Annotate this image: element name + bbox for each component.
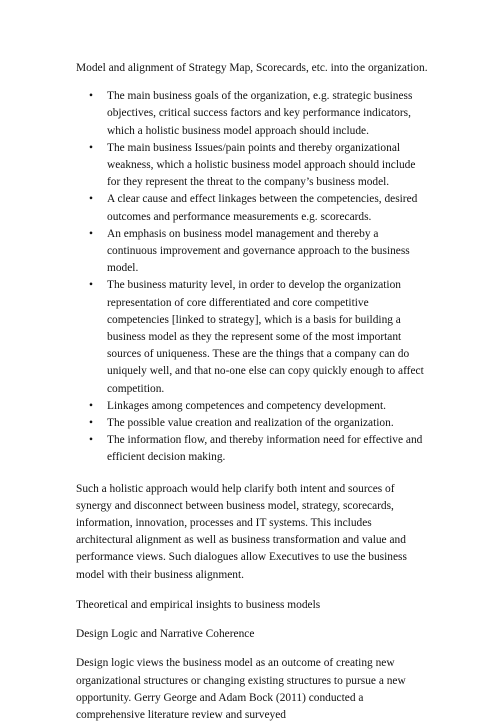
list-item-text: The business maturity level, in order to develop the organization representation of core differentiated and core competitive competencies [linked to strategy], which is a basis for building a business model as they the represent some of the most important sources of uniqueness. These are the things that a company can do uniquely well, and that no-one else can copy quickly enough to affect competition. (107, 279, 424, 395)
bullet-icon: • (89, 417, 93, 430)
list-item (76, 88, 428, 140)
list-item-text: An emphasis on business model management and thereby a continuous improvement and governance approach to the business model. (107, 227, 410, 275)
list-item (76, 140, 428, 192)
section-heading-design-logic: Design Logic and Narrative Coherence (76, 628, 255, 641)
list-item-text: The main business goals of the organization, e.g. strategic business objectives, critical success factors and key performance indicators, which a holistic business model approach should include. (107, 90, 413, 137)
intro-paragraph: Model and alignment of Strategy Map, Scorecards, etc. into the organization. (76, 62, 428, 74)
bullet-icon: • (89, 193, 93, 206)
list-item (76, 398, 428, 415)
bullet-icon: • (89, 227, 93, 240)
list-item-text: Linkages among competences and competency development. (107, 399, 386, 412)
list-item (76, 191, 428, 225)
bullet-icon: • (89, 434, 93, 447)
list-item (76, 415, 428, 432)
list-item (76, 226, 428, 278)
bullet-icon: • (89, 399, 93, 412)
list-item-text: The main business Issues/pain points and thereby organizational weakness, which a holistic business model approach should include for they represent the threat to the company’s business model. (107, 141, 416, 189)
list-item (76, 277, 428, 397)
design-logic-paragraph: Design logic views the business model as an outcome of creating new organizational structures or changing existing structures to pursue a new opportunity. Gerry George and Adam Bock (2011) conducted a comprehensive literature review and surveyed (76, 657, 406, 721)
list-item-text: A clear cause and effect linkages between the competencies, desired outcomes and performance measurements e.g. scorecards. (107, 193, 418, 223)
bullet-list (76, 88, 428, 466)
list-item (76, 432, 428, 466)
document-page (76, 60, 428, 724)
bullet-icon: • (89, 141, 93, 154)
holistic-approach-paragraph: Such a holistic approach would help clarify both intent and sources of synergy and disconnect between business model, strategy, scorecards, information, innovation, processes and IT systems. This includes architectural alignment as well as business transformation and value and performance views. Such dialogues allow Executives to use the business model with their business alignment. (76, 482, 407, 581)
list-item-text: The possible value creation and realization of the organization. (107, 417, 394, 430)
bullet-icon: • (89, 90, 93, 103)
list-item-text: The information flow, and thereby information need for effective and efficient decision making. (107, 434, 423, 464)
section-heading-theoretical: Theoretical and empirical insights to business models (76, 598, 321, 611)
bullet-icon: • (89, 279, 93, 292)
